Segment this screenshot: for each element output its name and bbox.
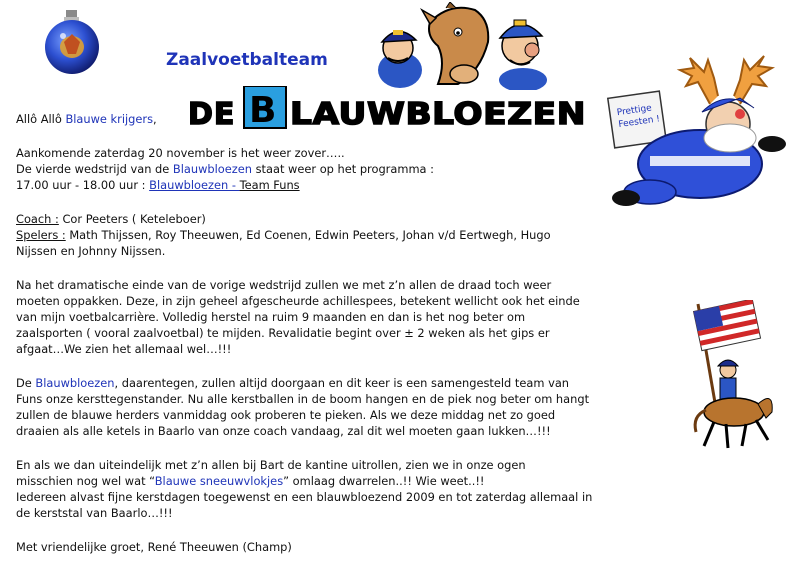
p5-line2-start: misschien nog wel wat “ [16, 474, 155, 488]
p4-line1-start: De [16, 376, 36, 390]
p3-line2: moeten oppakken. Deze, in zijn geheel afgescheurde achillespees, betekent wellicht ook het einde [16, 294, 580, 308]
logo-rest: LAUWBLOEZEN [290, 97, 586, 130]
p4-line1-end: , daarentegen, zullen altijd doorgaan en dit keer is een samengesteld team van [114, 376, 570, 390]
logo-letter: B [249, 90, 277, 130]
christmas-ornament-icon [38, 8, 106, 76]
santa-sign-line-2: Feesten ! [617, 114, 661, 131]
p5-line1: En als we dan uiteindelijk met z’n allen bij Bart de kantine uitrollen, zien we in onze ogen [16, 458, 526, 472]
match-away-team: Team Funs [239, 178, 300, 192]
p3-line5: afgaat…We zien het allemaal wel…!!! [16, 342, 232, 356]
cartoon-soldiers-horse-icon [360, 2, 570, 90]
santa-reindeer-icon [590, 52, 800, 212]
match-home-team: Blauwbloezen - [149, 178, 240, 192]
match-time: 17.00 uur - 18.00 uur : [16, 178, 150, 192]
p5-line2-blue: Blauwe sneeuwvlokjes [154, 474, 284, 488]
team-logo [186, 86, 591, 130]
p4-line3: zullen de blauwe herders vanmiddag ook proberen te pieken. Als we deze middag net zo goed [16, 408, 556, 422]
p4-line1-blue: Blauwbloezen [35, 376, 115, 390]
greeting-start: Allô Allô [16, 112, 66, 126]
p1-line2-start: De vierde wedstrijd van de [16, 162, 173, 176]
p3-line3: van mijn voetbalcarrière. Volledig herstel na ruim 9 maanden en dan is het nog beter om [16, 310, 526, 324]
p5-line2 [16, 474, 485, 489]
p1-line1: Aankomende zaterdag 20 november is het weer zover….. [16, 146, 345, 160]
p1-line2-end: staat weer op het programma : [251, 162, 434, 176]
p5-line4: de kerststal van Baarlo…!!! [16, 506, 173, 520]
players-line1 [16, 228, 551, 243]
coach-name: Cor Peeters ( Keteleboer) [58, 212, 206, 226]
p3-line4: zaalsporten ( vooral zaalvoetbal) te mijden. Revalidatie begint over ± 2 weken als het gips er [16, 326, 550, 340]
p4-line4: draaien als alle ketels in Baarlo van onze coach vandaag, zal dit wel moeten gaan lukken…!!! [16, 424, 551, 438]
p4-line2: Funs onze kersttegenstander. Nu alle kerstballen in de boom hangen en de piek nog beter om hangt [16, 392, 590, 406]
p4-line1 [16, 376, 569, 391]
santa-sign-line-1: Prettige [616, 103, 653, 119]
coach-label: Coach : [16, 212, 59, 226]
p5-line3: Iedereen alvast fijne kerstdagen toegewenst en een blauwbloezend 2009 en tot zaterdag allemaal in [16, 490, 593, 504]
logo-prefix: DE [188, 97, 236, 130]
greeting-end: , [153, 112, 157, 126]
players-label: Spelers : [16, 228, 66, 242]
p1-line2-blue: Blauwbloezen [172, 162, 252, 176]
team-title: Zaalvoetbalteam [166, 50, 328, 70]
p3-line1: Na het dramatische einde van de vorige wedstrijd zullen we met z’n allen de draad toch weer [16, 278, 552, 292]
greeting-blue: Blauwe krijgers [65, 112, 154, 126]
players-names: Math Thijssen, Roy Theeuwen, Ed Coenen, Edwin Peeters, Johan v/d Eertwegh, Hugo [65, 228, 551, 242]
p1-line2 [16, 162, 434, 177]
greeting-line [16, 112, 157, 127]
closing-signature: Met vriendelijke groet, René Theeuwen (Champ) [16, 540, 292, 554]
coach-line [16, 212, 206, 227]
players-line2: Nijssen en Johnny Nijssen. [16, 244, 166, 258]
p5-line2-end: ” omlaag dwarrelen..!! Wie weet..!! [283, 474, 485, 488]
p1-line3 [16, 178, 300, 193]
flag-bearer-horseman-icon [682, 300, 792, 450]
